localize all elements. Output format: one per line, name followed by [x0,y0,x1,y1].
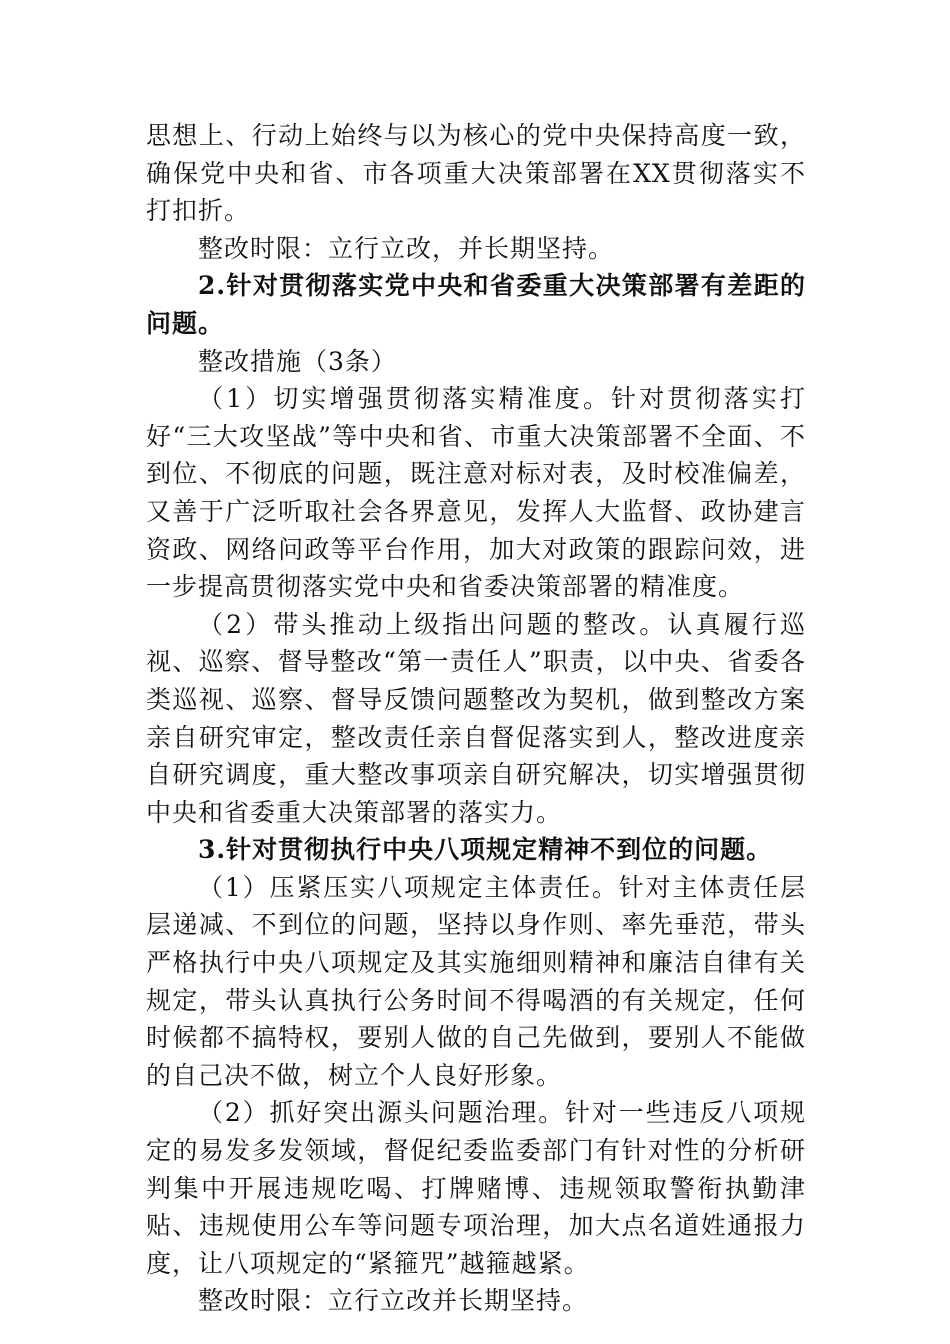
paragraph-measures-count: 整改措施（3条） [198,346,397,376]
document-body [146,117,806,1320]
paragraph-measure-3-2: （2）抓好突出源头问题治理。针对一些违反八项规定的易发多发领域，督促纪委监委部门有针对性的分析研判集中开展违规吃喝、打牌赌博、违规领取警衔执勤津贴、违规使用公车等问题专项治理，加大点名道姓通报力度，让八项规定的“紧箍咒”越箍越紧。 [146,1098,806,1278]
paragraph-measure-2-1: （1）切实增强贯彻落实精准度。针对贯彻落实打好“三大攻坚战”等中央和省、市重大决策部署不全面、不到位、不彻底的问题，既注意对标对表，及时校准偏差，又善于广泛听取社会各界意见，发挥人大监督、政协建言资政、网络问政等平台作用，加大对政策的跟踪问效，进一步提高贯彻落实党中央和省委决策部署的精准度。 [146,384,806,602]
paragraph-deadline-2: 整改时限：立行立改并长期坚持。 [198,1286,589,1316]
heading-section-3: 3.针对贯彻执行中央八项规定精神不到位的问题。 [198,835,773,865]
paragraph-measure-3-1: （1）压紧压实八项规定主体责任。针对主体责任层层递减、不到位的问题，坚持以身作则、率先垂范，带头严格执行中央八项规定及其实施细则精神和廉洁自律有关规定，带头认真执行公务时间不得喝酒的有关规定，任何时候都不搞特权，要别人做的自己先做到，要别人不能做的自己决不做，树立个人良好形象。 [146,872,806,1090]
paragraph-measure-2-2: （2）带头推动上级指出问题的整改。认真履行巡视、巡察、督导整改“第一责任人”职责，以中央、省委各类巡视、巡察、督导反馈问题整改为契机，做到整改方案亲自研究审定，整改责任亲自督促落实到人，整改进度亲自研究调度，重大整改事项亲自研究解决，切实增强贯彻中央和省委重大决策部署的落实力。 [146,609,806,827]
paragraph-continuation: 思想上、行动上始终与以为核心的党中央保持高度一致，确保党中央和省、市各项重大决策部署在XX贯彻落实不打扣折。 [146,121,806,226]
heading-section-2: 2.针对贯彻落实党中央和省委重大决策部署有差距的问题。 [146,271,806,338]
paragraph-deadline-1: 整改时限：立行立改，并长期坚持。 [198,233,615,263]
